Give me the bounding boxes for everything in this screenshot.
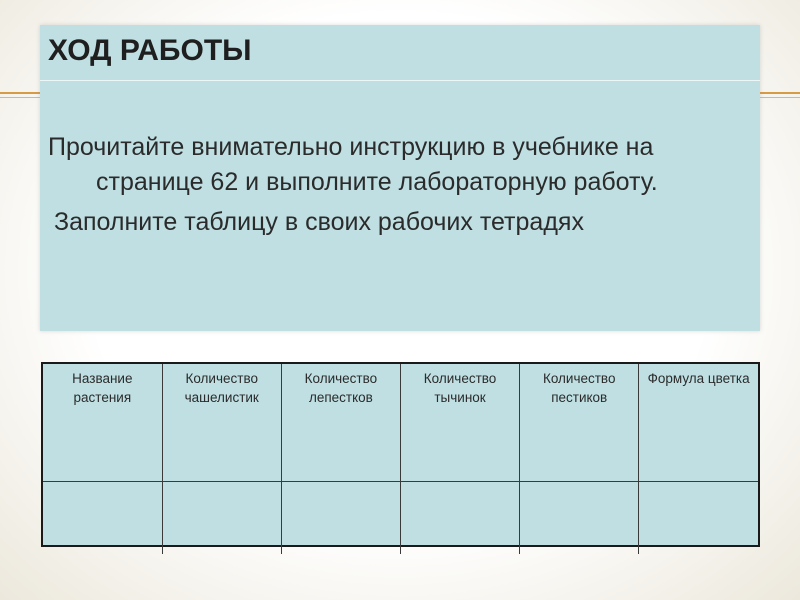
decorative-line	[0, 92, 40, 94]
observation-table	[41, 362, 760, 547]
header-cell-pistils: Количество пестиков	[520, 364, 639, 482]
header-cell-flower-formula: Формула цветка	[639, 364, 758, 482]
decorative-line	[0, 97, 40, 98]
instruction-paragraph: Прочитайте внимательно инструкцию в учебнике на странице 62 и выполните лабораторную работу.	[48, 133, 658, 196]
table-cell	[281, 482, 400, 555]
decorative-line	[760, 92, 800, 94]
table-cell	[639, 482, 758, 555]
header-cell-petals: Количество лепестков	[281, 364, 400, 482]
table-cell	[400, 482, 519, 555]
header-cell-stamens: Количество тычинок	[400, 364, 519, 482]
table-cell	[520, 482, 639, 555]
instruction-paragraph: Заполните таблицу в своих рабочих тетрадях	[54, 208, 584, 236]
table	[43, 364, 758, 554]
decorative-line	[760, 97, 800, 98]
slide-title: ХОД РАБОТЫ	[48, 34, 252, 67]
table-row	[43, 482, 758, 555]
header-cell-sepals: Количество чашелистик	[162, 364, 281, 482]
header-cell-plant-name: Название растения	[43, 364, 162, 482]
instructions-text	[48, 130, 758, 240]
table-cell	[43, 482, 162, 555]
table-header-row	[43, 364, 758, 482]
title-divider	[40, 80, 760, 81]
table-cell	[162, 482, 281, 555]
